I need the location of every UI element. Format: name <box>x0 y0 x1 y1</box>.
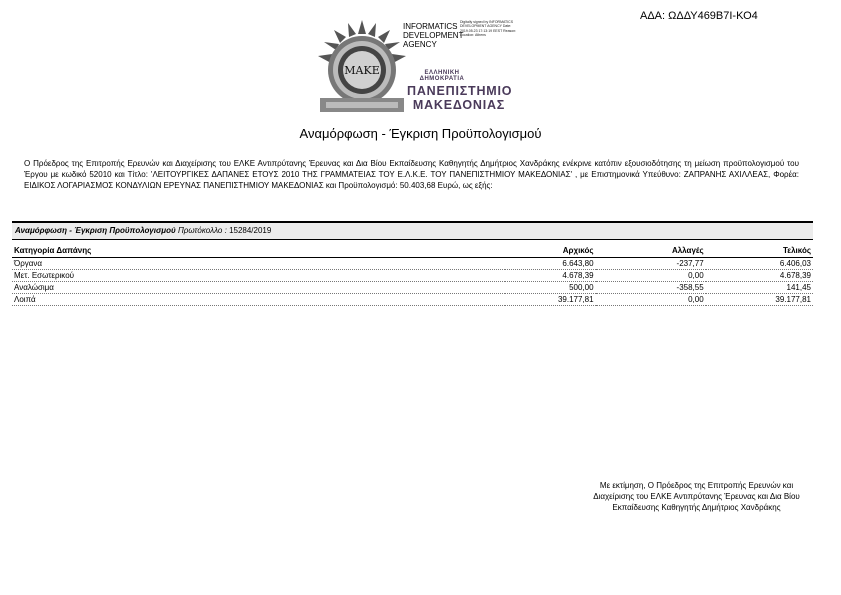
table-row <box>12 294 813 306</box>
university-name: ΠΑΝΕΠΙΣΤΗΜΙΟ ΜΑΚΕΔΟΝΙΑΣ <box>407 84 513 112</box>
cell-changes: 0,00 <box>596 270 706 282</box>
section-label: Αναμόρφωση - Έγκριση Προϋπολογισμού <box>15 226 176 235</box>
cell-changes: -358,55 <box>596 282 706 294</box>
hellenic-republic: ΕΛΛΗΝΙΚΗ ΔΗΜΟΚΡΑΤΙΑ <box>419 70 465 82</box>
cell-category: Αναλώσιμα <box>12 282 505 294</box>
cell-initial: 500,00 <box>505 282 596 294</box>
header-final: Τελικός <box>706 244 813 258</box>
page-title: Αναμόρφωση - Έγκριση Προϋπολογισμού <box>299 126 542 141</box>
cell-final: 4.678,39 <box>706 270 813 282</box>
protocol-value: 15284/2019 <box>229 226 272 235</box>
signature-block: Με εκτίμηση, Ο Πρόεδρος της Επιτροπής Ερευνών και Διαχείρισης του ΕΛΚΕ Αντιπρύτανης Έρευνας και Δια Βίου Εκπαίδευσης Καθηγητής Δημήτριος Χανδράκης <box>593 481 800 512</box>
intro-paragraph: Ο Πρόεδρος της Επιτροπής Ερευνών και Διαχείρισης του ΕΛΚΕ Αντιπρύτανης Έρευνας και Δια Βίου Εκπαίδευσης Καθηγητής Δημήτριος Χανδράκης ενέκρινε κατόπιν εξουσιοδότησης τη μείωση προϋπολογισμού του Έργου με κωδικό 52010 και Τίτλο: 'ΛΕΙΤΟΥΡΓΙΚΕΣ ΔΑΠΑΝΕΣ ΕΤΟΥΣ 2010 ΤΗΣ ΓΡΑΜΜΑΤΕΙΑΣ ΤΟΥ Ε.Λ.Κ.Ε. ΤΟΥ ΠΑΝΕΠΙΣΤΗΜΙΟΥ ΜΑΚΕΔΟΝΙΑΣ' , με Επιστημονικά Υπεύθυνο: ΖΑΠΡΑΝΗΣ ΑΧΙΛΛΕΑΣ, Φορέα: ΕΙΔΙΚΟΣ ΛΟΓΑΡΙΑΣΜΟΣ ΚΟΝΔΥΛΙΩΝ ΕΡΕΥΝΑΣ ΠΑΝΕΠΙΣΤΗΜΙΟΥ ΜΑΚΕΔΟΝΙΑΣ και Προϋπολογισμό: 50.403,68 Ευρώ, ως εξής: <box>24 159 799 190</box>
header-category: Κατηγορία Δαπάνης <box>12 244 505 258</box>
header-changes: Αλλαγές <box>596 244 706 258</box>
seal-text: ΜΑΚΕ <box>344 64 380 77</box>
cell-category: Λοιπά <box>12 294 505 306</box>
table-row <box>12 270 813 282</box>
cell-initial: 39.177,81 <box>505 294 596 306</box>
section-header <box>12 221 813 240</box>
agency-name: INFORMATICS DEVELOPMENT AGENCY <box>403 22 464 49</box>
budget-table <box>12 244 813 306</box>
table-row <box>12 258 813 270</box>
table-header-row <box>12 244 813 258</box>
cell-changes: -237,77 <box>596 258 706 270</box>
cell-category: Μετ. Εσωτερικού <box>12 270 505 282</box>
cell-final: 6.406,03 <box>706 258 813 270</box>
signature-stamp: Digitally signed by INFORMATICS DEVELOPMENT AGENCY Date: 2019.05.23 17:13:19 EEST Reason: Location: Athens <box>460 20 517 37</box>
ada-code: ΑΔΑ: ΩΔΔΥ469Β7Ι-ΚΟ4 <box>640 10 758 22</box>
header-initial: Αρχικός <box>505 244 596 258</box>
university-logo <box>312 18 532 118</box>
seal-icon <box>312 18 412 118</box>
cell-final: 141,45 <box>706 282 813 294</box>
cell-initial: 4.678,39 <box>505 270 596 282</box>
cell-final: 39.177,81 <box>706 294 813 306</box>
cell-initial: 6.643,80 <box>505 258 596 270</box>
cell-changes: 0,00 <box>596 294 706 306</box>
protocol-label: Πρωτόκολλο : <box>177 226 227 235</box>
table-row <box>12 282 813 294</box>
cell-category: Όργανα <box>12 258 505 270</box>
